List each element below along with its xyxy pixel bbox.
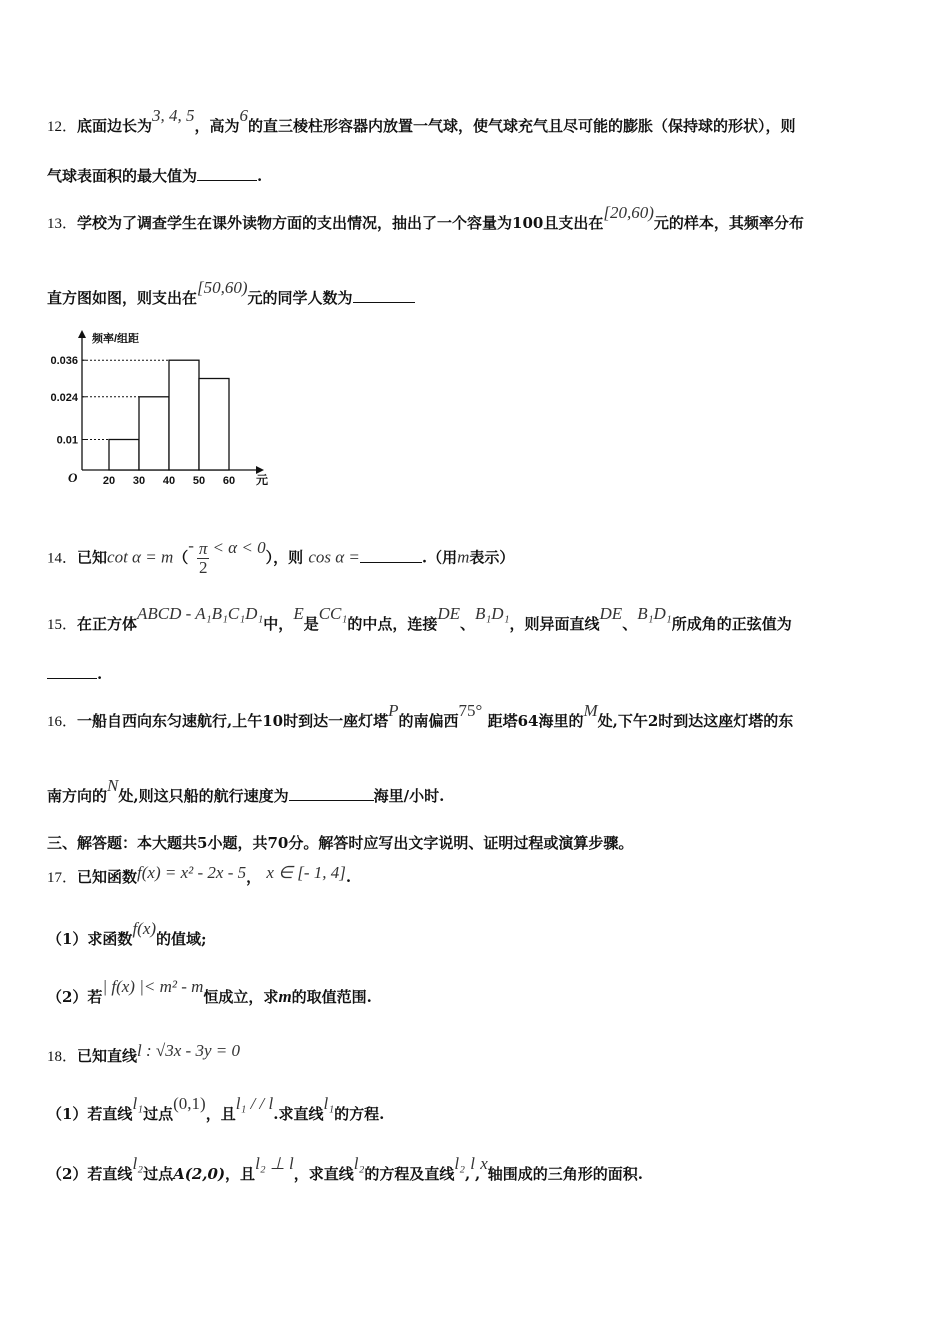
math-expression: DE xyxy=(599,604,623,623)
question-number: 17． xyxy=(47,870,78,886)
math-expression: f(x) = x² - 2x - 5 xyxy=(137,863,247,882)
text: （1）求函数 xyxy=(47,930,133,948)
question-number: 14． xyxy=(47,550,78,567)
math-expression: | f(x) |< m² - m xyxy=(102,977,204,996)
math-expression: l : √3x - 3y = 0 xyxy=(137,1041,240,1060)
question-13-line-2 xyxy=(47,278,415,308)
text: ， xyxy=(246,868,262,886)
math-expression: N xyxy=(107,776,119,795)
text: ，且 xyxy=(225,1165,256,1183)
x-tick-label: 40 xyxy=(162,475,176,487)
answer-blank[interactable] xyxy=(289,786,374,801)
text: , xyxy=(475,1165,481,1183)
question-12-line-1 xyxy=(47,106,796,136)
text: ，则异面直线 xyxy=(509,615,600,633)
math-expression: l₂ ⊥ l xyxy=(255,1154,294,1173)
question-15-line-1 xyxy=(47,604,792,634)
text: （1）若直线 xyxy=(47,1105,133,1123)
text: 已知函数 xyxy=(77,868,138,886)
math-expression: l₂ xyxy=(353,1154,365,1173)
text: 恒成立，求 xyxy=(203,988,279,1006)
chart-title: 频率/组距 xyxy=(92,333,140,345)
math-expression: B₁D₁ xyxy=(637,604,672,623)
math-expression: ABCD - A₁B₁C₁D₁ xyxy=(137,604,264,623)
text: 的方程及直线 xyxy=(364,1165,455,1183)
text: 已知直线 xyxy=(77,1047,138,1065)
point-label: A(2,0) xyxy=(173,1165,226,1183)
answer-blank[interactable] xyxy=(360,548,422,563)
text: 过点 xyxy=(143,1165,174,1183)
text: 是 xyxy=(303,615,319,633)
question-16-line-2 xyxy=(47,776,445,806)
question-12-line-2 xyxy=(47,165,262,186)
text: . xyxy=(97,665,103,683)
fraction-denominator: 2 xyxy=(198,558,208,577)
question-17 xyxy=(47,863,352,887)
text: （2）若直线 xyxy=(47,1165,133,1183)
text: 南方向的 xyxy=(47,787,108,805)
math-expression: l₂ xyxy=(132,1154,144,1173)
math-expression: B₁D₁ xyxy=(475,604,510,623)
text: 直方图如图，则支出在 xyxy=(47,289,198,307)
math-expression: 6 xyxy=(239,106,249,125)
section-3-header: 三、解答题：本大题共5小题，共70分。解答时应写出文字说明、证明过程或演算步骤。 xyxy=(47,834,634,852)
math-expression: E xyxy=(293,604,304,623)
math-expression: 75° xyxy=(458,701,483,720)
question-18-part-1 xyxy=(47,1094,385,1124)
text: 的南偏西 xyxy=(398,712,459,730)
question-15-line-2 xyxy=(47,664,102,683)
histogram-bar xyxy=(199,379,229,471)
text: 海里/小时. xyxy=(373,787,445,805)
text: , xyxy=(465,1165,471,1183)
text: 已知 xyxy=(77,548,108,567)
math-expression: cos α = xyxy=(308,547,360,567)
x-axis-label: 元 xyxy=(256,473,269,487)
text: 、 xyxy=(460,615,476,633)
answer-blank[interactable] xyxy=(353,288,415,303)
math-expression: DE xyxy=(437,604,460,623)
question-18-part-2 xyxy=(47,1154,644,1184)
text: 的中点，连接 xyxy=(347,615,438,633)
text: 元的同学人数为 xyxy=(247,289,353,307)
question-13-line-1 xyxy=(47,203,804,233)
math-expression: 3, 4, 5 xyxy=(152,106,195,125)
y-tick-label: 0.01 xyxy=(56,434,78,447)
text: ，求直线 xyxy=(293,1165,354,1183)
math-expression: M xyxy=(583,701,598,720)
histogram-bar xyxy=(169,360,199,470)
fraction-numerator: π xyxy=(198,539,208,558)
math-expression: P xyxy=(388,701,399,720)
question-17-part-2 xyxy=(47,977,372,1007)
question-number: 16． xyxy=(47,714,78,730)
math-expression: CC₁ xyxy=(318,604,348,623)
math-expression: - xyxy=(188,535,194,555)
question-number: 12． xyxy=(47,119,78,135)
y-axis-arrow-icon xyxy=(78,330,86,338)
text: 表示） xyxy=(469,548,515,567)
math-expression: [20,60) xyxy=(603,203,654,222)
text: 在正方体 xyxy=(77,615,138,633)
text: （ xyxy=(173,548,189,567)
text: 元的样本，其频率分布 xyxy=(653,214,804,232)
text: 中， xyxy=(263,615,294,633)
math-expression: l₁ xyxy=(132,1094,144,1113)
x-tick-label: 50 xyxy=(192,475,206,487)
frequency-histogram xyxy=(44,326,284,496)
answer-blank[interactable] xyxy=(197,166,257,181)
fraction xyxy=(197,540,210,577)
math-expression: x xyxy=(480,1154,488,1173)
answer-blank[interactable] xyxy=(47,664,97,679)
question-number: 15． xyxy=(47,617,78,633)
histogram-bar xyxy=(139,397,169,470)
math-expression: l₂ xyxy=(454,1154,466,1173)
text: . xyxy=(345,868,352,886)
text: 一船自西向东匀速航行,上午10时到达一座灯塔 xyxy=(77,712,389,730)
y-tick-label: 0.024 xyxy=(50,391,78,404)
text: 距塔64海里的 xyxy=(487,712,584,730)
math-expression: l₁ xyxy=(323,1094,335,1113)
question-18 xyxy=(47,1041,240,1066)
x-tick-label: 20 xyxy=(102,475,116,487)
math-expression: cot α = m xyxy=(107,547,174,567)
histogram-bar xyxy=(109,440,139,471)
x-tick-label: 60 xyxy=(222,475,236,487)
text: ，高为 xyxy=(194,117,240,135)
math-expression: l₁ / / l xyxy=(235,1094,274,1113)
text: 的值域; xyxy=(156,930,207,948)
text: 的方程. xyxy=(334,1105,385,1123)
math-expression: x ∈ [- 1, 4] xyxy=(266,863,346,882)
question-14 xyxy=(47,535,515,577)
math-expression: m xyxy=(457,547,470,567)
question-number: 13． xyxy=(47,216,78,232)
text: ，且 xyxy=(205,1105,236,1123)
math-expression: l xyxy=(470,1154,476,1173)
text: .求直线 xyxy=(273,1105,324,1123)
question-16-line-1 xyxy=(47,701,794,731)
text: ），则 xyxy=(265,548,304,567)
question-number: 18． xyxy=(47,1049,78,1065)
text: 轴围成的三角形的面积. xyxy=(487,1165,644,1183)
text: 的直三棱柱形容器内放置一气球，使气球充气且尽可能的膨胀（保持球的形状），则 xyxy=(248,117,796,135)
x-tick-label: 30 xyxy=(132,475,146,487)
math-expression: < α < 0 xyxy=(212,537,266,557)
text: 、 xyxy=(622,615,638,633)
text: 过点 xyxy=(143,1105,174,1123)
text: .（用 xyxy=(421,548,458,567)
y-tick-label: 0.036 xyxy=(50,355,78,368)
text: 所成角的正弦值为 xyxy=(671,615,792,633)
text: 学校为了调查学生在课外读物方面的支出情况，抽出了一个容量为100且支出在 xyxy=(77,214,604,232)
text: 处,下午2时到达这座灯塔的东 xyxy=(597,712,794,730)
question-17-part-1 xyxy=(47,919,207,949)
math-expression: f(x) xyxy=(132,919,157,938)
text: （2）若 xyxy=(47,988,103,1006)
text: 底面边长为 xyxy=(77,117,153,135)
text: 气球表面积的最大值为 xyxy=(47,167,198,185)
math-expression: (0,1) xyxy=(173,1094,206,1113)
origin-label: O xyxy=(68,470,78,485)
math-expression: [50,60) xyxy=(197,278,248,297)
text: 处,则这只船的航行速度为 xyxy=(118,787,289,805)
text: 的取值范围. xyxy=(291,988,372,1006)
math-expression: m xyxy=(278,987,292,1006)
text: . xyxy=(257,167,263,185)
